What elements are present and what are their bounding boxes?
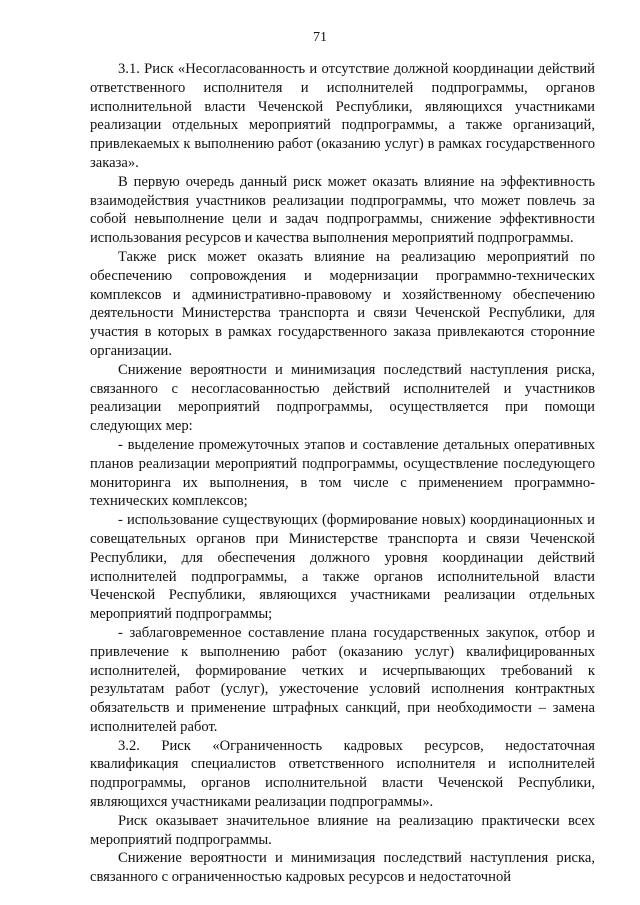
paragraph-risk-3-1: 3.1. Риск «Несогласованность и отсутствие должной координации действий ответственного исполнителя и исполнителей подпрограммы, органов исполнительной власти Чеченской Республики, являющихся участниками реализации отдельных мероприятий подпрограммы, а также организаций, привлекаемых к выполнению работ (оказанию услуг) в рамках государственного заказа». <box>90 61 595 171</box>
page-number: 71 <box>313 30 327 45</box>
list-item: - использование существующих (формирование новых) координационных и совещательных органов при Министерстве транспорта и связи Чеченской Республики, для обеспечения должного уровня координации действий исполнителей подпрограммы, а также органов исполнительной власти Чеченской Республики, являющихся участниками реализации отдельных мероприятий подпрограммы; <box>90 512 595 623</box>
list-item: - выделение промежуточных этапов и составление детальных оперативных планов реализации мероприятий подпрограммы, осуществление последующего мониторинга их выполнения, в том числе с применением программно-технических комплексов; <box>90 436 595 510</box>
paragraph-risk-3-2: 3.2. Риск «Ограниченность кадровых ресурсов, недостаточная квалификация специалистов ответственного исполнителя и исполнителей подпрограммы, органов исполнительной власти Чеченской Республики, являющихся участниками реализации подпрограммы». <box>90 737 595 811</box>
paragraph: Риск оказывает значительное влияние на реализацию практически всех мероприятий подпрограммы. <box>90 812 595 848</box>
paragraph: В первую очередь данный риск может оказать влияние на эффективность взаимодействия участников реализации подпрограммы, что может повлечь за собой невыполнение цели и задач подпрограммы, снижение эффективности использования ресурсов и качества выполнения мероприятий подпрограммы. <box>90 173 595 247</box>
list-item: - заблаговременное составление плана государственных закупок, отбор и привлечение к выполнению работ (оказанию услуг) квалифицированных исполнителей, формирование четких и исчерпывающих требований к результатам работ (услуг), ужесточение условий исполнения контрактных обязательств и применение штрафных санкций, при необходимости – замена исполнителей работ. <box>90 624 595 735</box>
paragraph: Также риск может оказать влияние на реализацию мероприятий по обеспечению сопровождения и модернизации программно-технических комплексов и административно-правовому и хозяйственному обеспечению деятельности Министерства транспорта и связи Чеченской Республики, для участия в которых в рамках государственного заказа привлекаются сторонние организации. <box>90 248 595 359</box>
document-body <box>90 60 595 887</box>
paragraph: Снижение вероятности и минимизация последствий наступления риска, связанного с ограниченностью кадровых ресурсов и недостаточной <box>90 850 595 886</box>
paragraph: Снижение вероятности и минимизация последствий наступления риска, связанного с несогласованностью действий исполнителей и участников реализации мероприятий подпрограммы, осуществляется при помощи следующих мер: <box>90 361 595 435</box>
